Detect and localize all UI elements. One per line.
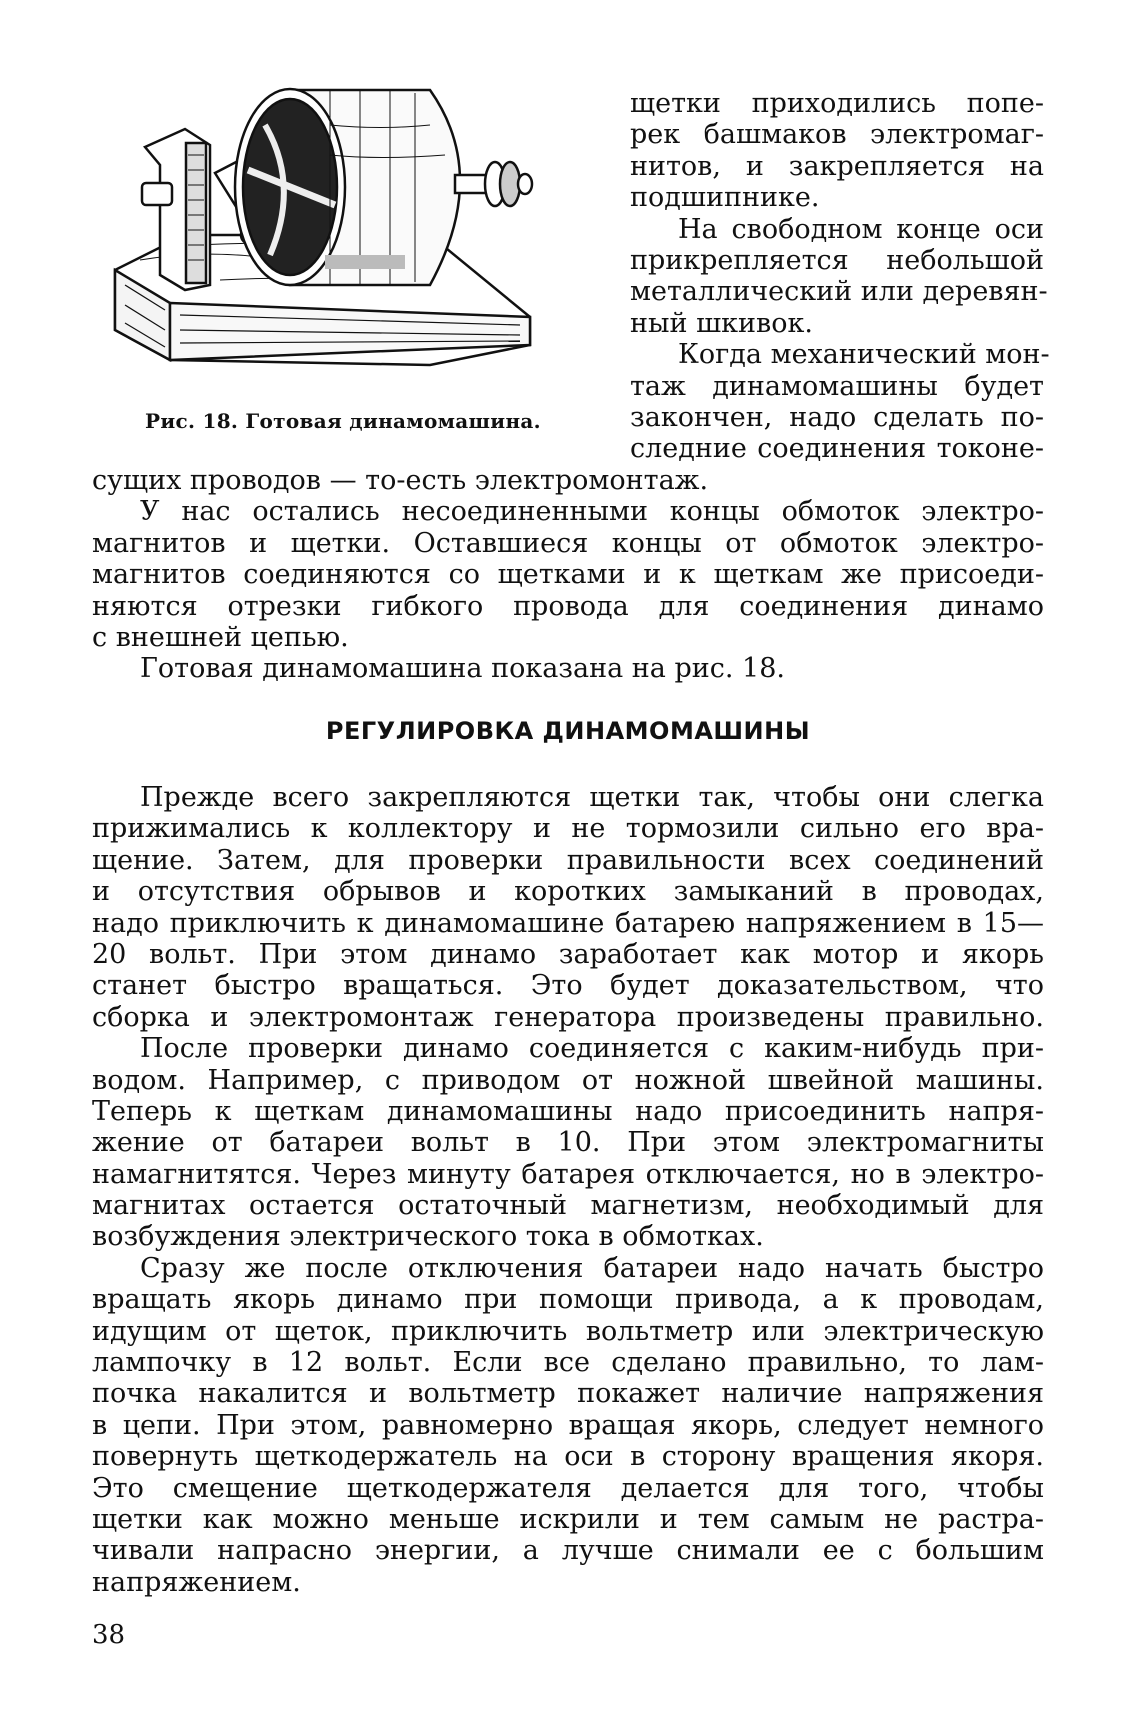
text-line: Когда механический мон-	[678, 339, 1050, 371]
text-line: намагнитятся. Через минуту батарея отключается, но в электро-	[92, 1158, 1044, 1190]
text-line: надо приключить к динамомашине батарею напряжением в 15—	[92, 907, 1044, 939]
pulley	[455, 162, 532, 206]
text-line: повернуть щеткодержатель на оси в сторону вращения якоря.	[92, 1441, 1044, 1473]
right-column-text	[630, 88, 1050, 465]
text-line: нитов, и закрепляется на	[630, 150, 1044, 182]
text-line: станет быстро вращаться. Это будет доказательством, что	[92, 970, 1044, 1002]
text-line: прижимались к коллектору и не тормозили сильно его вра-	[92, 813, 1044, 845]
dynamo-illustration	[100, 85, 590, 405]
text-line: жение от батареи вольт в 10. При этом электромагниты	[92, 1127, 1044, 1159]
text-line: сущих проводов — то-есть электромонтаж.	[92, 465, 709, 496]
text-line: водом. Например, с приводом от ножной швейной машины.	[92, 1064, 1044, 1096]
text-line: прикрепляется небольшой	[630, 244, 1044, 276]
text-line: щетки приходились попе-	[630, 88, 1044, 119]
text-line: почка накалится и вольтметр покажет наличие напряжения	[92, 1378, 1044, 1410]
body-text	[92, 782, 1044, 1598]
text-line: следние соединения токоне-	[630, 433, 1044, 465]
text-line: щение. Затем, для проверки правильности всех соединений	[92, 844, 1044, 876]
paragraph-top	[92, 465, 1044, 685]
text-line: напряжением.	[92, 1566, 301, 1598]
text-line: После проверки динамо соединяется с каким-нибудь при-	[140, 1033, 1044, 1065]
text-line: щетки как можно меньше искрили и тем самым не растра-	[92, 1503, 1044, 1535]
dynamo-figure	[100, 85, 590, 405]
text-line: подшипнике.	[630, 182, 820, 214]
text-line: рек башмаков электромаг-	[630, 119, 1044, 151]
text-line: чивали напрасно энергии, а лучше снимали ее с большим	[92, 1535, 1044, 1567]
figure-caption: Рис. 18. Готовая динамомашина.	[145, 409, 541, 433]
text-line: У нас остались несоединенными концы обмоток электро-	[140, 496, 1044, 528]
text-line: магнитов и щетки. Оставшиеся концы от обмоток электро-	[92, 527, 1044, 559]
text-line: вращать якорь динамо при помощи привода, а к проводам,	[92, 1284, 1044, 1316]
text-line: Прежде всего закрепляются щетки так, чтобы они слегка	[140, 782, 1044, 813]
page-number: 38	[92, 1620, 126, 1650]
text-line: сборка и электромонтаж генератора произведены правильно.	[92, 1001, 1044, 1033]
text-line: идущим от щеток, приключить вольтметр или электрическую	[92, 1315, 1044, 1347]
text-line: ный шкивок.	[630, 307, 813, 339]
text-line: в цепи. При этом, равномерно вращая якорь, следует немного	[92, 1409, 1044, 1441]
text-line: и отсутствия обрывов и коротких замыканий в проводах,	[92, 876, 1044, 908]
text-line: таж динамомашины будет	[630, 370, 1044, 402]
text-line: Сразу же после отключения батареи надо начать быстро	[140, 1252, 1044, 1284]
text-line: металлический или деревян-	[630, 276, 1048, 308]
text-line: закончен, надо сделать по-	[630, 401, 1044, 433]
text-line: лампочку в 12 вольт. Если все сделано правильно, то лам-	[92, 1347, 1044, 1379]
section-heading: РЕГУЛИРОВКА ДИНАМОМАШИНЫ	[325, 717, 811, 745]
text-line: 20 вольт. При этом динамо заработает как мотор и якорь	[92, 938, 1044, 970]
text-line: няются отрезки гибкого провода для соединения динамо	[92, 590, 1044, 622]
armature-drum	[235, 89, 460, 285]
text-line: Это смещение щеткодержателя делается для того, чтобы	[92, 1472, 1044, 1504]
text-line: Теперь к щеткам динамомашины надо присоединить напря-	[92, 1095, 1044, 1127]
text-line: магнитов соединяются со щетками и к щеткам же присоеди-	[92, 559, 1044, 591]
text-line: На свободном конце оси	[678, 213, 1044, 245]
text-line: с внешней цепью.	[92, 621, 349, 653]
text-line: магнитах остается остаточный магнетизм, необходимый для	[92, 1190, 1044, 1222]
text-line: возбуждения электрического тока в обмотках.	[92, 1221, 764, 1253]
text-line: Готовая динамомашина показана на рис. 18.	[140, 653, 785, 685]
